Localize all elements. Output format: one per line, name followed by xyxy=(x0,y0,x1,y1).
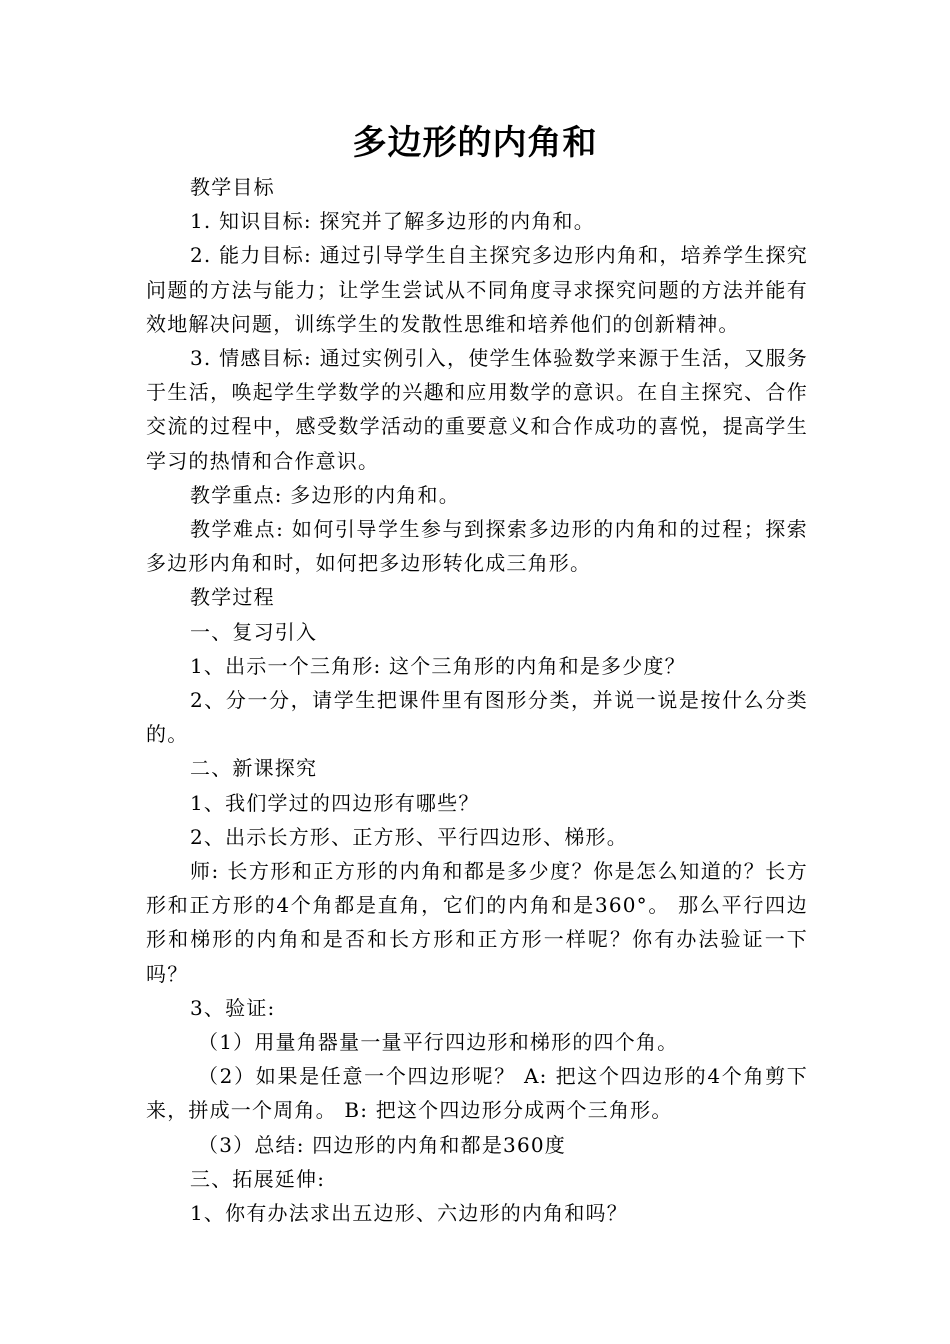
paragraph-emotion-goal: 3. 情感目标: 通过实例引入，使学生体验数学来源于生活，又服务于生活，唤起学生学数学的兴趣和应用数学的意识。在自主探究、合作交流的过程中，感受数学活动的重要意义和合作成功的喜悦，提高学生学习的热情和合作意识。 xyxy=(146,346,808,473)
paragraph-section-review: 一、复习引入 xyxy=(190,619,318,644)
paragraph-difficulty: 教学难点: 如何引导学生参与到探索多边形的内角和的过程；探索多边形内角和时，如何把多边形转化成三角形。 xyxy=(146,517,808,576)
paragraph-teaching-goals-heading: 教学目标 xyxy=(190,175,275,199)
paragraph-section-new-lesson: 二、新课探究 xyxy=(190,756,318,781)
document-body xyxy=(146,170,808,1230)
paragraph-key-point: 教学重点: 多边形的内角和。 xyxy=(190,482,460,507)
paragraph-verify-step-1: （1）用量角器量一量平行四边形和梯形的四个角。 xyxy=(198,1030,679,1055)
paragraph-review-item-1: 1、出示一个三角形: 这个三角形的内角和是多少度？ xyxy=(190,653,686,678)
paragraph-verify-step-2: （2）如果是任意一个四边形呢？ A: 把这个四边形的4个角剪下来，拼成一个周角。 B: 把这个四边形分成两个三角形。 xyxy=(146,1064,808,1123)
paragraph-review-item-2: 2、分一分，请学生把课件里有图形分类，并说一说是按什么分类的。 xyxy=(146,688,808,747)
paragraph-process-heading: 教学过程 xyxy=(190,585,275,610)
paragraph-knowledge-goal: 1. 知识目标: 探究并了解多边形的内角和。 xyxy=(190,209,595,234)
paragraph-verify-heading: 3、验证: xyxy=(190,995,276,1020)
paragraph-section-extension: 三、拓展延伸: xyxy=(190,1166,326,1191)
paragraph-verify-step-3: （3）总结: 四边形的内角和都是360度 xyxy=(198,1132,566,1157)
paragraph-new-item-2: 2、出示长方形、正方形、平行四边形、梯形。 xyxy=(190,824,628,849)
paragraph-extension-item-1: 1、你有办法求出五边形、六边形的内角和吗？ xyxy=(190,1201,628,1226)
paragraph-new-item-1: 1、我们学过的四边形有哪些？ xyxy=(190,790,480,815)
document-title: 多边形的内角和 xyxy=(352,123,598,163)
paragraph-ability-goal: 2. 能力目标: 通过引导学生自主探究多边形内角和，培养学生探究问题的方法与能力；让学生尝试从不同角度寻求探究问题的方法并能有效地解决问题，训练学生的发散性思维和培养他们的创新精神。 xyxy=(146,243,808,336)
paragraph-teacher-question: 师: 长方形和正方形的内角和都是多少度？你是怎么知道的？长方形和正方形的4个角都是直角，它们的内角和是360°。 那么平行四边形和梯形的内角和是否和长方形和正方形一样呢？你有办法验证一下吗？ xyxy=(146,859,808,986)
